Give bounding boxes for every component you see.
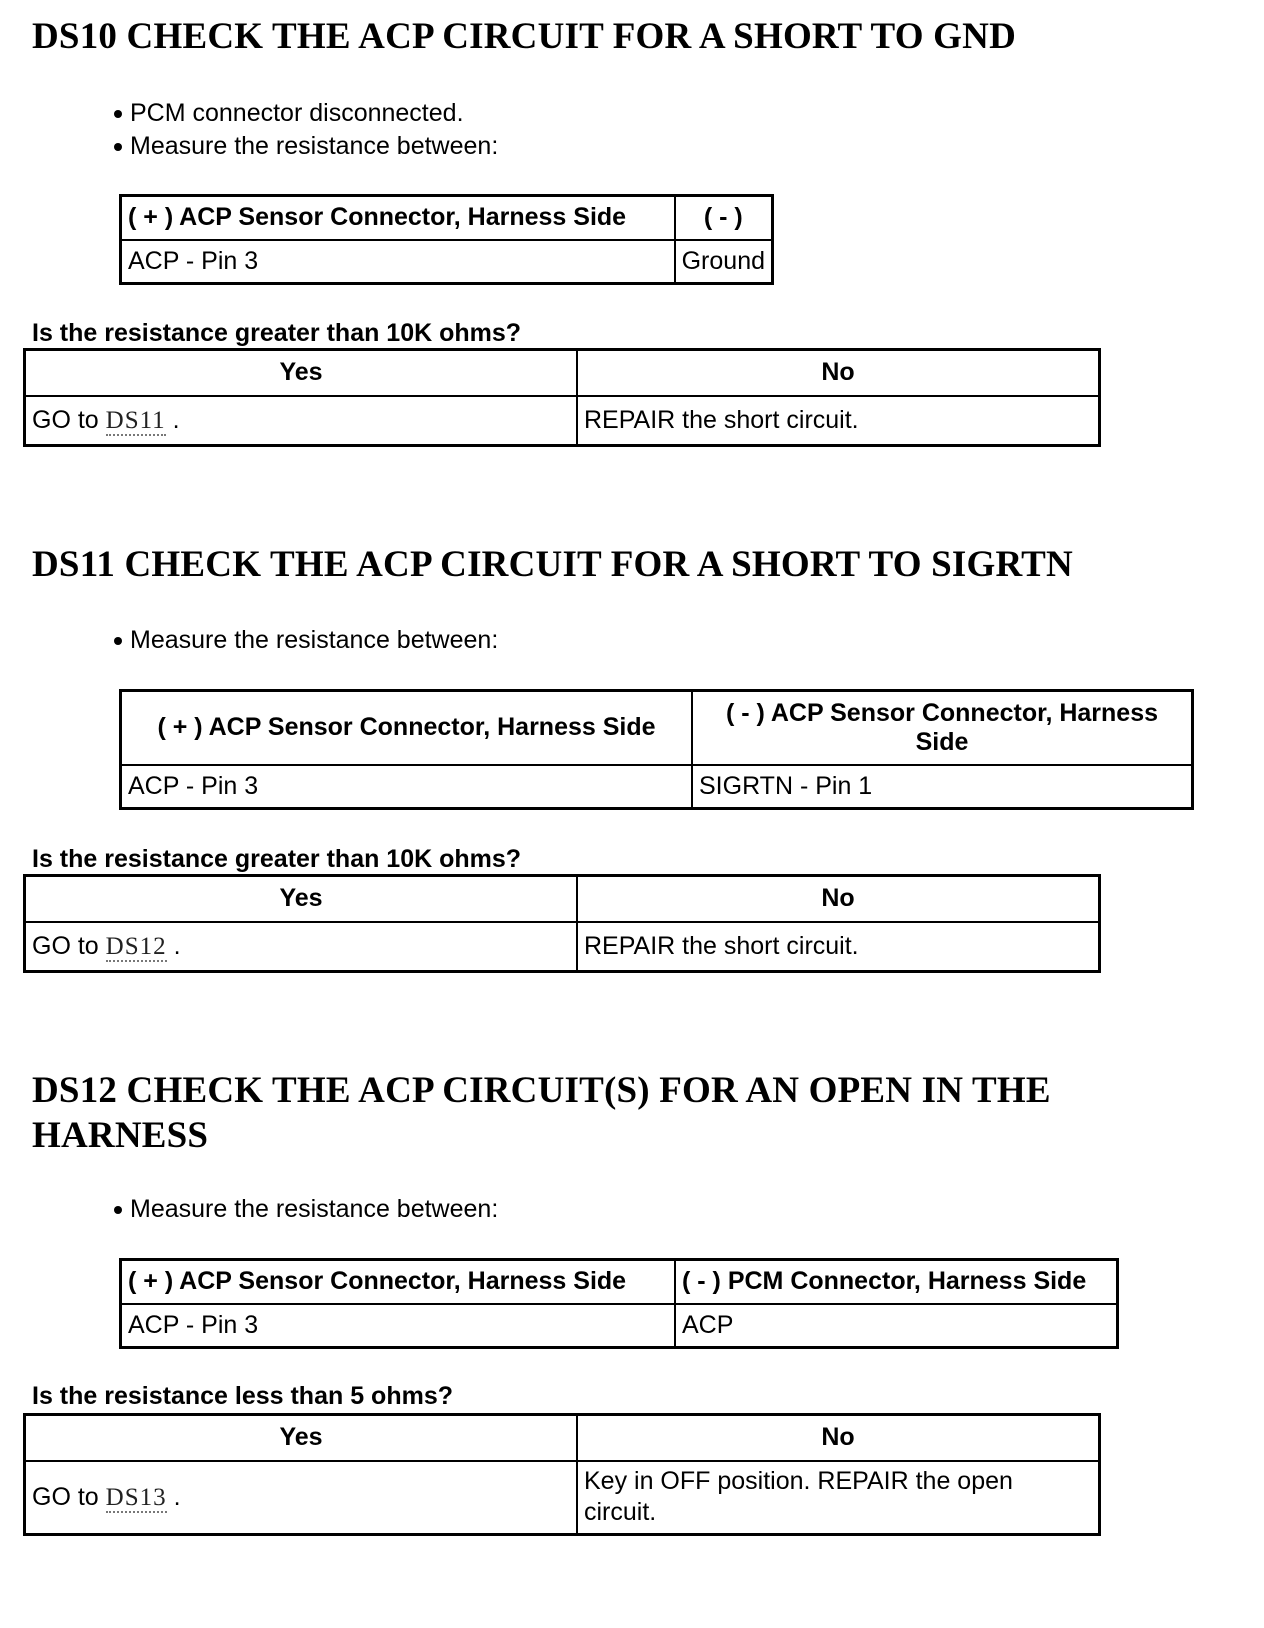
negative-lead-value: ACP: [675, 1304, 1118, 1348]
no-header: No: [577, 876, 1100, 922]
no-action: Key in OFF position. REPAIR the open circuit.: [577, 1461, 1100, 1535]
negative-lead-value: SIGRTN - Pin 1: [692, 765, 1193, 809]
answer-table-ds11: [23, 874, 1101, 973]
measurement-table-ds11: [119, 689, 1194, 810]
yes-action: GO to DS11 .: [25, 396, 578, 446]
bullet-icon: [114, 110, 122, 118]
positive-lead-value: ACP - Pin 3: [121, 240, 675, 284]
step-title-ds12: DS12 CHECK THE ACP CIRCUIT(S) FOR AN OPEN IN THE HARNESS: [32, 1070, 1051, 1156]
no-action: REPAIR the short circuit.: [577, 922, 1100, 972]
positive-lead-header: ( + ) ACP Sensor Connector, Harness Side: [121, 691, 693, 765]
positive-lead-header: ( + ) ACP Sensor Connector, Harness Side: [121, 196, 675, 240]
bullet-icon: [114, 637, 122, 645]
measurement-table-ds10: [119, 194, 774, 285]
bullet-item: Measure the resistance between:: [114, 624, 498, 657]
instruction-list-ds10: [114, 97, 498, 163]
no-header: No: [577, 350, 1100, 396]
question-ds12: Is the resistance less than 5 ohms?: [32, 1382, 453, 1410]
answer-table-ds12: [23, 1413, 1101, 1536]
ds11-link[interactable]: DS11: [105, 406, 166, 434]
bullet-item: Measure the resistance between:: [114, 1193, 498, 1226]
yes-action: GO to DS12 .: [25, 922, 578, 972]
positive-lead-value: ACP - Pin 3: [121, 1304, 676, 1348]
instruction-list-ds11: [114, 624, 498, 657]
yes-action: GO to DS13 .: [25, 1461, 578, 1535]
no-action: REPAIR the short circuit.: [577, 396, 1100, 446]
question-ds11: Is the resistance greater than 10K ohms?: [32, 845, 522, 873]
measurement-table-ds12: [119, 1258, 1119, 1349]
ds13-link[interactable]: DS13: [105, 1483, 167, 1511]
bullet-icon: [114, 143, 122, 151]
bullet-icon: [114, 1206, 122, 1214]
positive-lead-value: ACP - Pin 3: [121, 765, 693, 809]
bullet-item: Measure the resistance between:: [114, 130, 498, 163]
step-title-ds10: DS10 CHECK THE ACP CIRCUIT FOR A SHORT TO GND: [32, 16, 1016, 57]
yes-header: Yes: [25, 350, 578, 396]
yes-header: Yes: [25, 1415, 578, 1461]
question-ds10: Is the resistance greater than 10K ohms?: [32, 319, 522, 347]
negative-lead-header: ( - ) ACP Sensor Connector, Harness Side: [692, 691, 1193, 765]
negative-lead-header: ( - ): [675, 196, 773, 240]
positive-lead-header: ( + ) ACP Sensor Connector, Harness Side: [121, 1260, 676, 1304]
no-header: No: [577, 1415, 1100, 1461]
instruction-list-ds12: [114, 1193, 498, 1226]
answer-table-ds10: [23, 348, 1101, 447]
ds12-link[interactable]: DS12: [105, 932, 167, 960]
negative-lead-value: Ground: [675, 240, 773, 284]
step-title-ds11: DS11 CHECK THE ACP CIRCUIT FOR A SHORT TO SIGRTN: [32, 544, 1073, 585]
bullet-item: PCM connector disconnected.: [114, 97, 498, 130]
negative-lead-header: ( - ) PCM Connector, Harness Side: [675, 1260, 1118, 1304]
yes-header: Yes: [25, 876, 578, 922]
